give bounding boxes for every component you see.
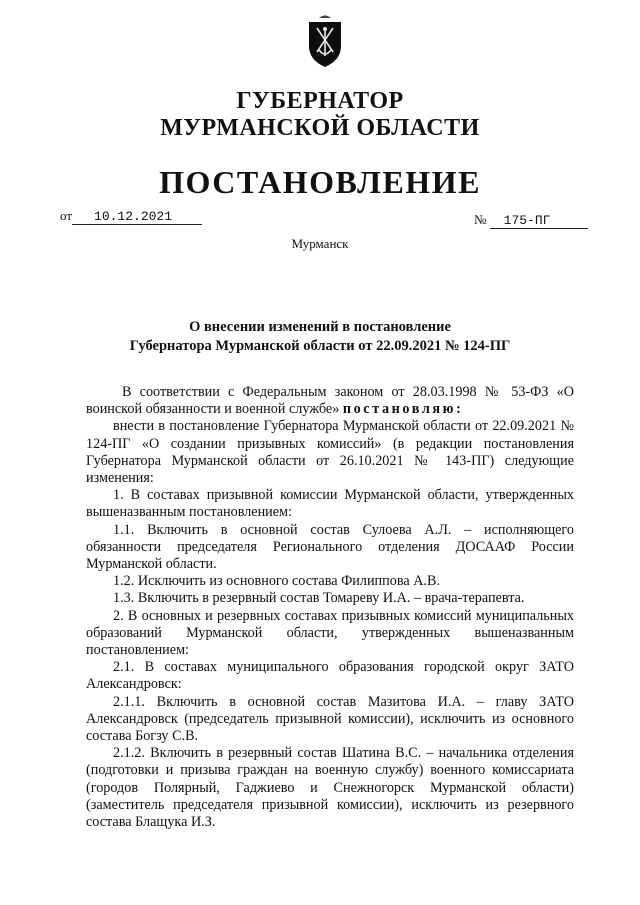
paragraph-2-1-2: 2.1.2. Включить в резервный состав Шатина В.С. – начальника отделения (подготовки и призыва граждан на военную службу) военного комиссариата (городов Полярный, Гаджиево и Снежногорск Мурманской области) (заместитель председателя призывной комиссии), исключить из резервного состава Блащука И.З.: [86, 745, 574, 831]
intro-keyword: постановляю:: [342, 401, 464, 418]
issuer-title-line2: МУРМАНСКОЙ ОБЛАСТИ: [160, 115, 480, 141]
paragraph-1-2: 1.2. Исключить из основного состава Филиппова А.В.: [113, 573, 440, 590]
paragraph-1: 1. В составах призывной комиссии Мурманской области, утвержденных вышеназванным постановлением:: [86, 487, 574, 521]
paragraph-2: 2. В основных и резервных составах призывных комиссий муниципальных образований Мурманской области, утвержденных вышеназванным постановлением:: [86, 607, 574, 659]
paragraph-1-1: 1.1. Включить в основной состав Сулоева А.Л. – исполняющего обязанности председателя Регионального отделения ДОСААФ России Мурманской области.: [86, 521, 574, 573]
number-prefix: №: [474, 212, 487, 227]
issuer-title-line1: ГУБЕРНАТОР: [236, 88, 404, 114]
document-number: [474, 212, 588, 229]
coat-of-arms-emblem: [300, 12, 350, 70]
document-body: [86, 384, 574, 831]
subject-line1: О внесении изменений в постановление: [189, 319, 451, 335]
number-value: 175-ПГ: [503, 213, 551, 228]
body-intro: [86, 384, 574, 418]
document-type-title: ПОСТАНОВЛЕНИЕ: [159, 164, 481, 200]
city-name: Мурманск: [291, 236, 349, 251]
document-date: [60, 208, 202, 225]
paragraph-main: внести в постановление Губернатора Мурманской области от 22.09.2021 № 124-ПГ «О создании призывных комиссий» (в редакции постановления Губернатора Мурманской области от 26.10.2021 № 143-ПГ) следующие изменения:: [86, 418, 574, 487]
date-value: 10.12.2021: [94, 209, 173, 224]
subject-line2: Губернатора Мурманской области от 22.09.2021 № 124-ПГ: [129, 338, 511, 354]
paragraph-1-3: 1.3. Включить в резервный состав Томареву И.А. – врача-терапевта.: [113, 590, 525, 607]
date-prefix: от: [60, 208, 73, 223]
paragraph-2-1-1: 2.1.1. Включить в основной состав Мазитова И.А. – главу ЗАТО Александровск (председатель призывной комиссии), исключить из основного состава Богзу С.В.: [86, 693, 574, 745]
intro-text: В соответствии с Федеральным законом от 28.03.1998 № 53-ФЗ «О воинской обязанности и военной службе»: [86, 384, 574, 418]
paragraph-2-1: 2.1. В составах муниципального образования городской округ ЗАТО Александровск:: [86, 659, 574, 693]
